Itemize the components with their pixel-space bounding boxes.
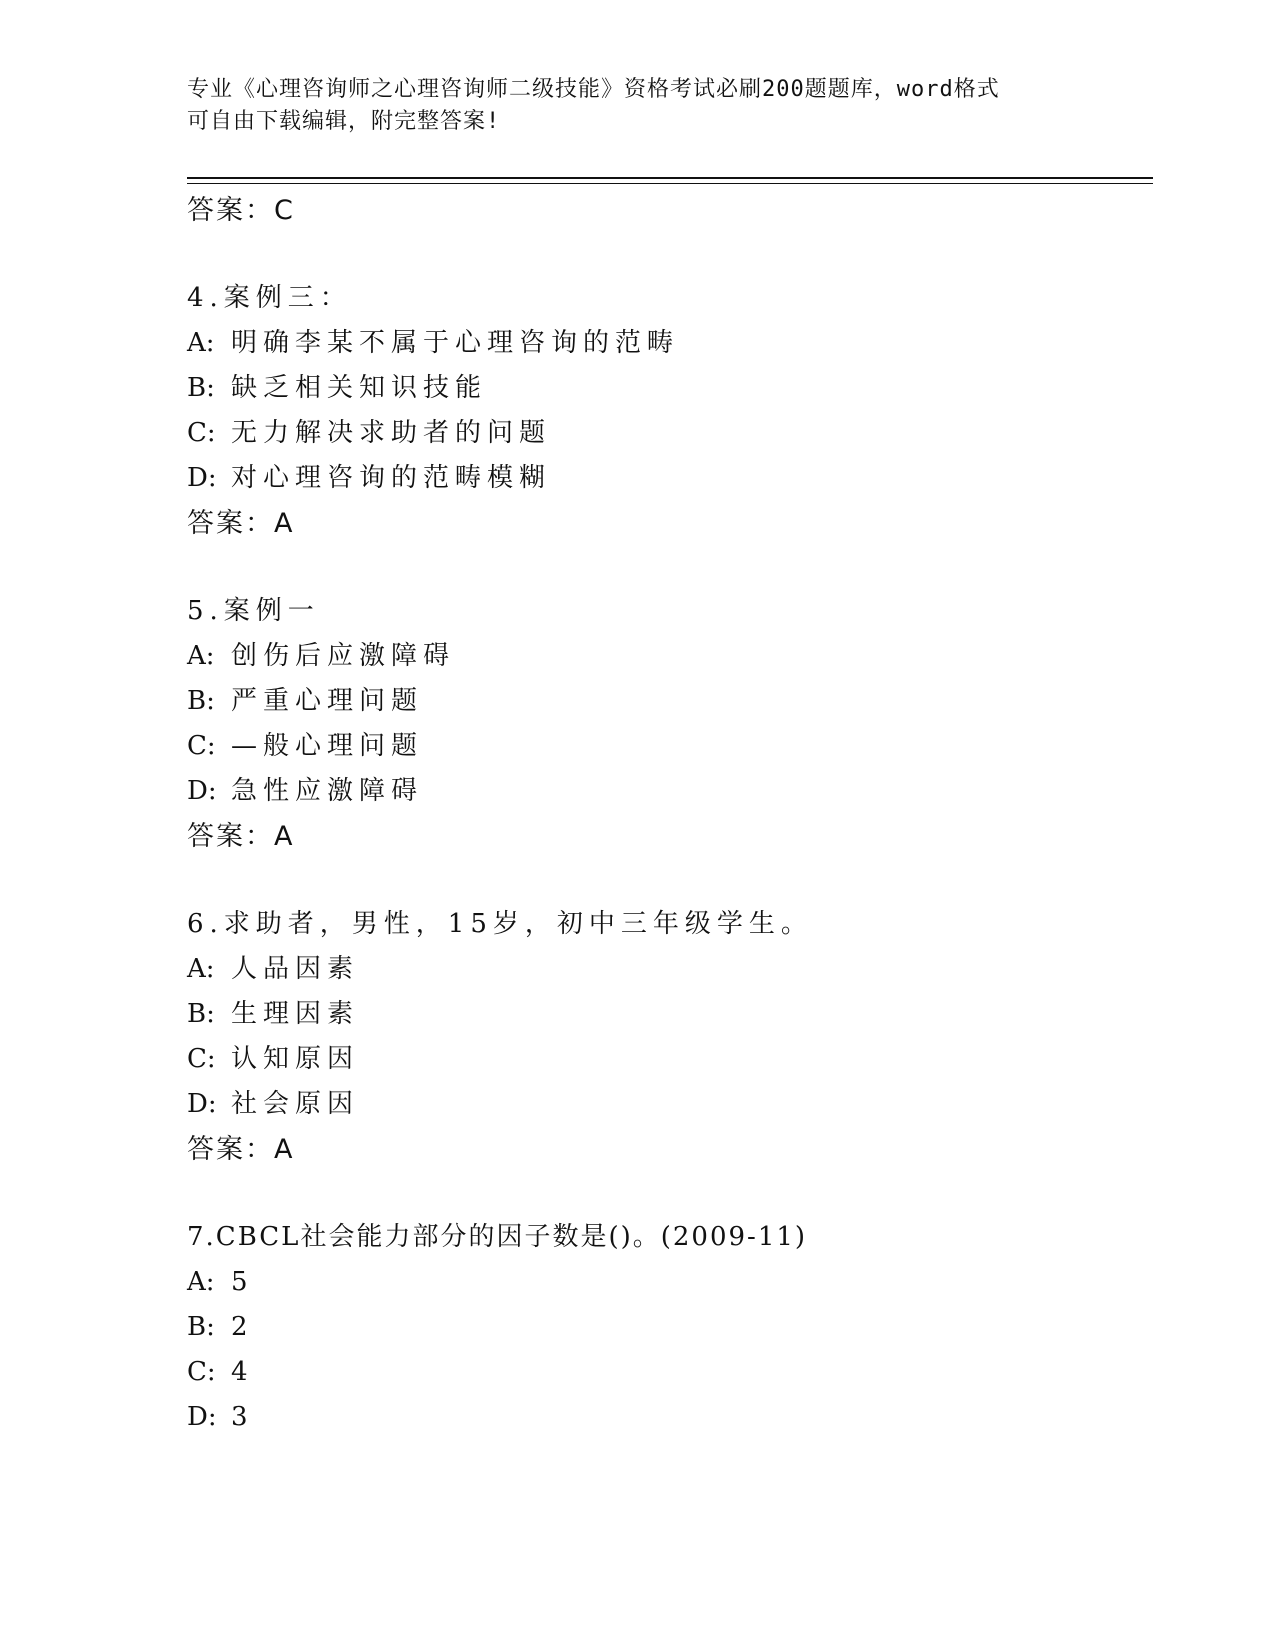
- option-d: [187, 1395, 1127, 1440]
- option-label: C:: [187, 1044, 216, 1074]
- option-c: [187, 1037, 1127, 1082]
- option-a: [187, 634, 1127, 679]
- option-b: [187, 1305, 1127, 1350]
- option-label: A:: [187, 641, 215, 671]
- option-c: [187, 411, 1127, 456]
- question-title: 5.案例一: [187, 596, 320, 626]
- option-d: [187, 1082, 1127, 1127]
- answer-line: 答案：A: [187, 1134, 295, 1165]
- option-a: [187, 1260, 1127, 1305]
- option-text: 急性应激障碍: [231, 776, 424, 806]
- option-label: A:: [187, 328, 215, 358]
- option-label: D:: [187, 463, 217, 493]
- document-header: [187, 74, 1067, 138]
- option-d: [187, 456, 1127, 501]
- option-d: [187, 769, 1127, 814]
- option-c: [187, 724, 1127, 769]
- option-text: —般心理问题: [231, 731, 424, 761]
- option-text: 4: [231, 1357, 254, 1387]
- option-text: 缺乏相关知识技能: [231, 373, 488, 403]
- header-divider-thin: [187, 183, 1153, 184]
- question-title: 6.求助者，男性，15岁，初中三年级学生。: [187, 909, 813, 939]
- option-label: C:: [187, 731, 216, 761]
- option-label: B:: [187, 686, 215, 716]
- option-label: D:: [187, 1089, 217, 1119]
- header-line-1: 专业《心理咨询师之心理咨询师二级技能》资格考试必刷200题题库，word格式: [187, 77, 1000, 102]
- option-label: A:: [187, 1267, 215, 1297]
- option-label: D:: [187, 776, 217, 806]
- option-label: B:: [187, 373, 215, 403]
- question-title: 7.CBCL社会能力部分的因子数是()。(2009-11): [187, 1222, 808, 1252]
- option-label: B:: [187, 1312, 215, 1342]
- question-list: [187, 188, 1127, 1440]
- previous-answer: 答案：C: [187, 195, 295, 226]
- question-block-7: [187, 1215, 1127, 1440]
- option-text: 创伤后应激障碍: [231, 641, 456, 671]
- option-text: 认知原因: [231, 1044, 360, 1074]
- answer-line: 答案：A: [187, 821, 295, 852]
- option-text: 5: [231, 1267, 254, 1297]
- option-label: A:: [187, 954, 215, 984]
- header-divider-thick: [187, 177, 1153, 179]
- option-text: 明确李某不属于心理咨询的范畴: [231, 328, 680, 358]
- option-c: [187, 1350, 1127, 1395]
- option-label: C:: [187, 1357, 216, 1387]
- question-block-6: [187, 902, 1127, 1173]
- answer-line: 答案：A: [187, 508, 295, 539]
- option-text: 严重心理问题: [231, 686, 424, 716]
- option-text: 无力解决求助者的问题: [231, 418, 552, 448]
- option-b: [187, 366, 1127, 411]
- question-block-5: [187, 589, 1127, 860]
- option-text: 社会原因: [231, 1089, 360, 1119]
- option-label: C:: [187, 418, 216, 448]
- question-title: 4.案例三：: [187, 283, 352, 313]
- option-text: 生理因素: [231, 999, 360, 1029]
- option-b: [187, 992, 1127, 1037]
- option-text: 对心理咨询的范畴模糊: [231, 463, 552, 493]
- header-line-2: 可自由下载编辑，附完整答案!: [187, 109, 501, 134]
- option-text: 人品因素: [231, 954, 360, 984]
- option-label: D:: [187, 1402, 217, 1432]
- option-label: B:: [187, 999, 215, 1029]
- option-b: [187, 679, 1127, 724]
- question-block-4: [187, 276, 1127, 547]
- option-a: [187, 947, 1127, 992]
- option-a: [187, 321, 1127, 366]
- option-text: 2: [231, 1312, 254, 1342]
- option-text: 3: [231, 1402, 254, 1432]
